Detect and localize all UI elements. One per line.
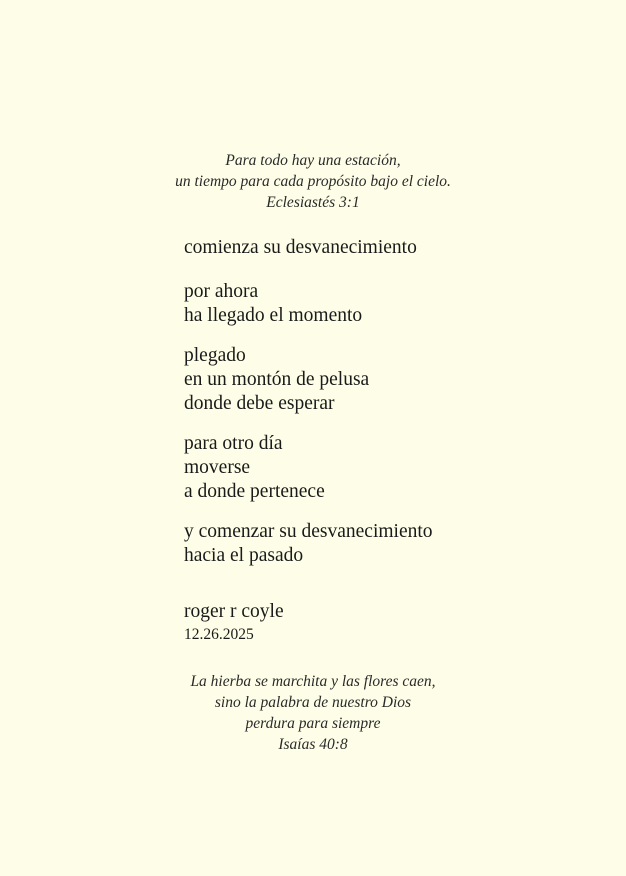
- poem-line: por ahora: [184, 281, 259, 302]
- closing-epigraph: [0, 671, 626, 755]
- poem-line: hacia el pasado: [184, 545, 304, 566]
- stanza-2: [184, 280, 433, 328]
- epigraph-line: un tiempo para cada propósito bajo el cielo.: [175, 173, 451, 190]
- signature-block: [184, 600, 284, 644]
- poem-line: donde debe esperar: [184, 393, 335, 414]
- epigraph-line: La hierba se marchita y las flores caen,: [190, 673, 436, 690]
- poem-line: en un montón de pelusa: [184, 369, 370, 390]
- epigraph-reference: Isaías 40:8: [278, 736, 348, 753]
- poem-line: y comenzar su desvanecimiento: [184, 521, 433, 542]
- opening-epigraph: [0, 150, 626, 213]
- epigraph-line: sino la palabra de nuestro Dios: [214, 694, 412, 711]
- stanza-1: [184, 236, 433, 260]
- epigraph-line: Para todo hay una estación,: [225, 152, 401, 169]
- poem-line: plegado: [184, 345, 246, 366]
- poem-line: para otro día: [184, 433, 283, 454]
- poem-body: [184, 236, 433, 568]
- poem-line: a donde pertenece: [184, 481, 325, 502]
- stanza-5: [184, 520, 433, 568]
- stanza-3: [184, 344, 433, 416]
- poem-line: moverse: [184, 457, 251, 478]
- epigraph-line: perdura para siempre: [245, 715, 381, 732]
- poem-line: comienza su desvanecimiento: [184, 237, 417, 258]
- poem-date: 12.26.2025: [184, 626, 254, 643]
- epigraph-reference: Eclesiastés 3:1: [266, 194, 360, 211]
- stanza-4: [184, 432, 433, 504]
- poem-line: ha llegado el momento: [184, 305, 363, 326]
- author-name: roger r coyle: [184, 601, 284, 622]
